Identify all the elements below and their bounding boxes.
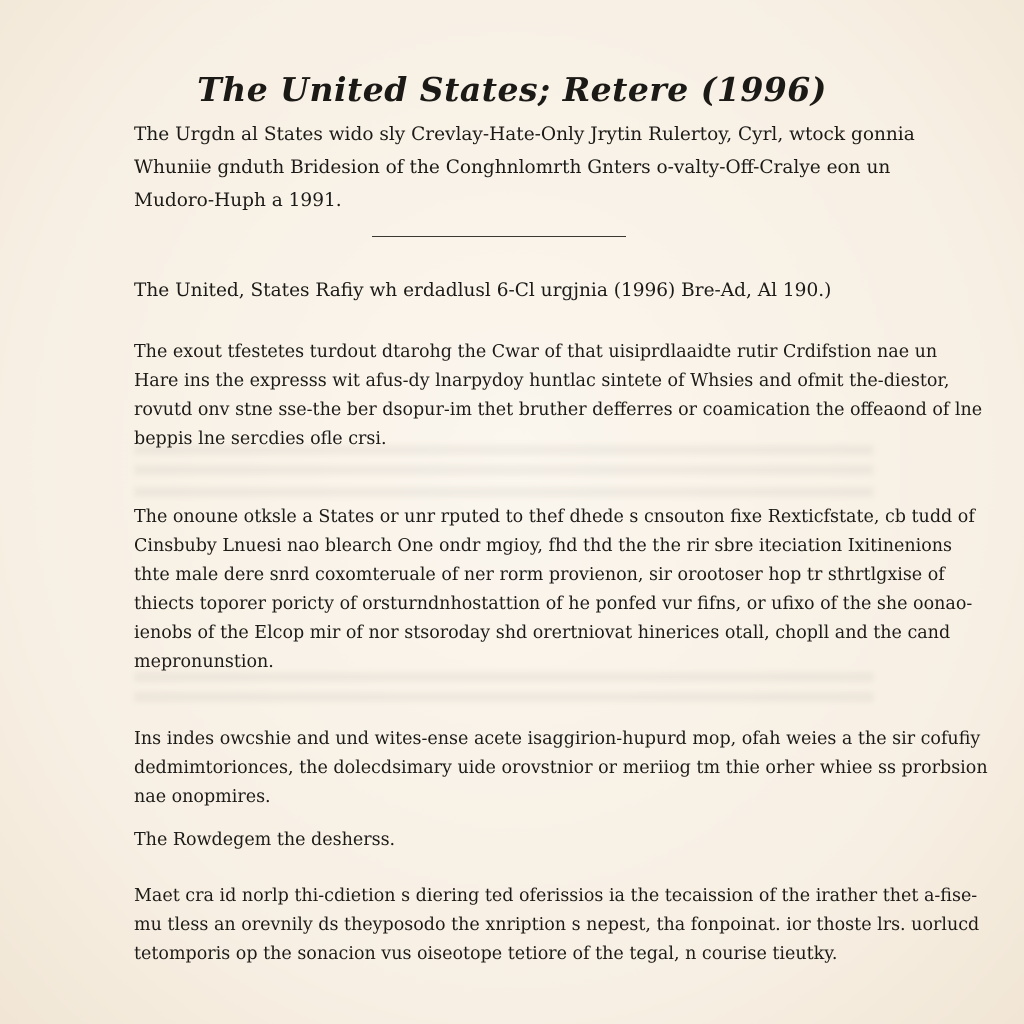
paragraph-line: Hare ins the expresss wit afus-dy lnarpydoy huntlac sintete of Whsies and ofmit the-diestor, [134, 371, 950, 391]
paragraph-line: Maet cra id norlp thi-cdietion s diering ted oferissios ia the tecaission of the irather thet a-fise- [134, 886, 978, 906]
paragraph-1 [134, 338, 983, 454]
paragraph-line: beppis lne sercdies ofle crsi. [134, 429, 387, 449]
bleed-through-shadow [134, 692, 874, 702]
bleed-through-shadow [134, 672, 874, 682]
document-subtitle: The United, States Rafiy wh erdadlusl 6-Cl urgjnia (1996) Bre-Ad, Al 190.) [134, 280, 832, 301]
paragraph-line: tetomporis op the sonacion vus oiseotope tetiore of the tegal, n courise tieutky. [134, 944, 838, 964]
paragraph-3 [134, 725, 988, 812]
paragraph-2 [134, 503, 975, 677]
bleed-through-shadow [134, 465, 874, 475]
paragraph-line: mepronunstion. [134, 652, 274, 672]
section-heading: The Rowdegem the desherss. [134, 830, 396, 850]
intro-line: Whuniie gnduth Bridesion of the Conghnlomrth Gnters o-valty-Off-Cralye eon un [134, 157, 891, 178]
intro-paragraph [134, 118, 915, 217]
paragraph-line: thiects toporer poricty of orsturndnhostattion of he ponfed vur fifns, or ufixo of the she oonao- [134, 594, 973, 614]
paragraph-line: nae onopmires. [134, 787, 271, 807]
intro-line: The Urgdn al States wido sly Crevlay-Hate-Only Jrytin Rulertoy, Cyrl, wtock gonnia [134, 124, 915, 145]
bleed-through-shadow [134, 445, 874, 455]
paragraph-4 [134, 882, 980, 969]
divider-rule [372, 236, 626, 237]
intro-line: Mudoro-Huph a 1991. [134, 190, 342, 211]
paragraph-line: ienobs of the Elcop mir of nor stsoroday shd orertniovat hinerices otall, chopll and the cand [134, 623, 951, 643]
document-title: The United States; Retere (1996) [197, 70, 827, 109]
paragraph-line: mu tless an orevnily ds theyposodo the xnription s nepest, tha fonpoinat. ior thoste lrs. uorlucd [134, 915, 980, 935]
paragraph-line: dedmimtorionces, the dolecdsimary uide orovstnior or meriiog tm thie orher whiee ss prorbsion [134, 758, 988, 778]
paragraph-line: thte male dere snrd coxomteruale of ner rorm provienon, sir orootoser hop tr sthrtlgxise of [134, 565, 945, 585]
bleed-through-shadow [134, 487, 874, 497]
paragraph-line: The onoune otksle a States or unr rputed to thef dhede s cnsouton fixe Rexticfstate, cb tudd of [134, 507, 975, 527]
paragraph-line: rovutd onv stne sse-the ber dsopur-im thet bruther defferres or coamication the offeaond of lne [134, 400, 983, 420]
paragraph-line: The exout tfestetes turdout dtarohg the Cwar of that uisiprdlaaidte rutir Crdifstion nae un [134, 342, 938, 362]
paragraph-line: Ins indes owcshie and und wites-ense acete isaggirion-hupurd mop, ofah weies a the sir cofufiy [134, 729, 981, 749]
paragraph-line: Cinsbuby Lnuesi nao blearch One ondr mgioy, fhd thd the the rir sbre iteciation Ixitinenions [134, 536, 952, 556]
